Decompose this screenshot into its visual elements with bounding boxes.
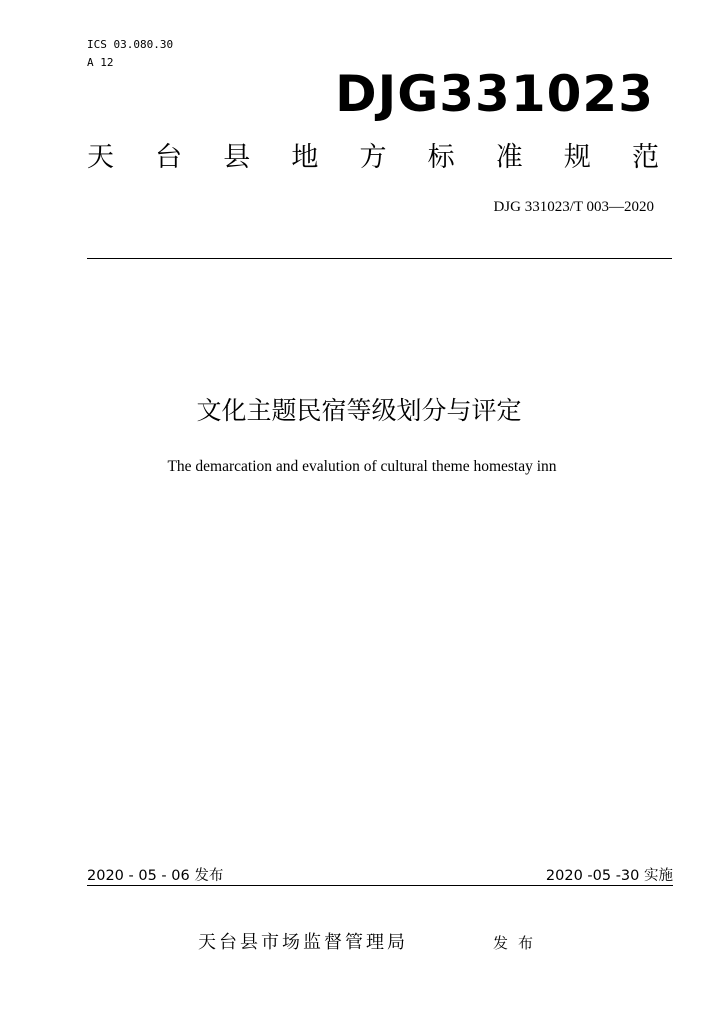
standard-type-char: 准 [495, 142, 523, 173]
standard-code: DJG331023 [335, 65, 654, 123]
standard-type-char: 台 [155, 142, 183, 173]
standard-number: DJG 331023/T 003—2020 [493, 199, 654, 215]
standard-type [87, 140, 659, 176]
document-title-chinese: 文化主题民宿等级划分与评定 [196, 396, 522, 425]
issue-date: 2020 - 05 - 06 发布 [87, 868, 224, 884]
standard-type-char: 县 [223, 142, 251, 173]
publish-label: 发布 [493, 934, 544, 952]
footer-divider [87, 885, 673, 886]
header-divider [87, 258, 672, 259]
standard-type-char: 规 [563, 142, 591, 173]
publisher-name: 天台县市场监督管理局 [198, 932, 408, 953]
standard-type-char: 方 [359, 142, 387, 173]
document-title-english: The demarcation and evalution of cultural theme homestay inn [167, 458, 557, 475]
standard-type-char: 范 [632, 142, 659, 173]
implementation-date: 2020 -05 -30 实施 [545, 868, 673, 884]
standard-type-char: 标 [427, 142, 455, 173]
standard-type-char: 天 [87, 142, 114, 173]
ics-code: ICS 03.080.30 [87, 38, 174, 51]
classification-code: A 12 [87, 56, 114, 69]
standard-type-char: 地 [291, 142, 319, 173]
